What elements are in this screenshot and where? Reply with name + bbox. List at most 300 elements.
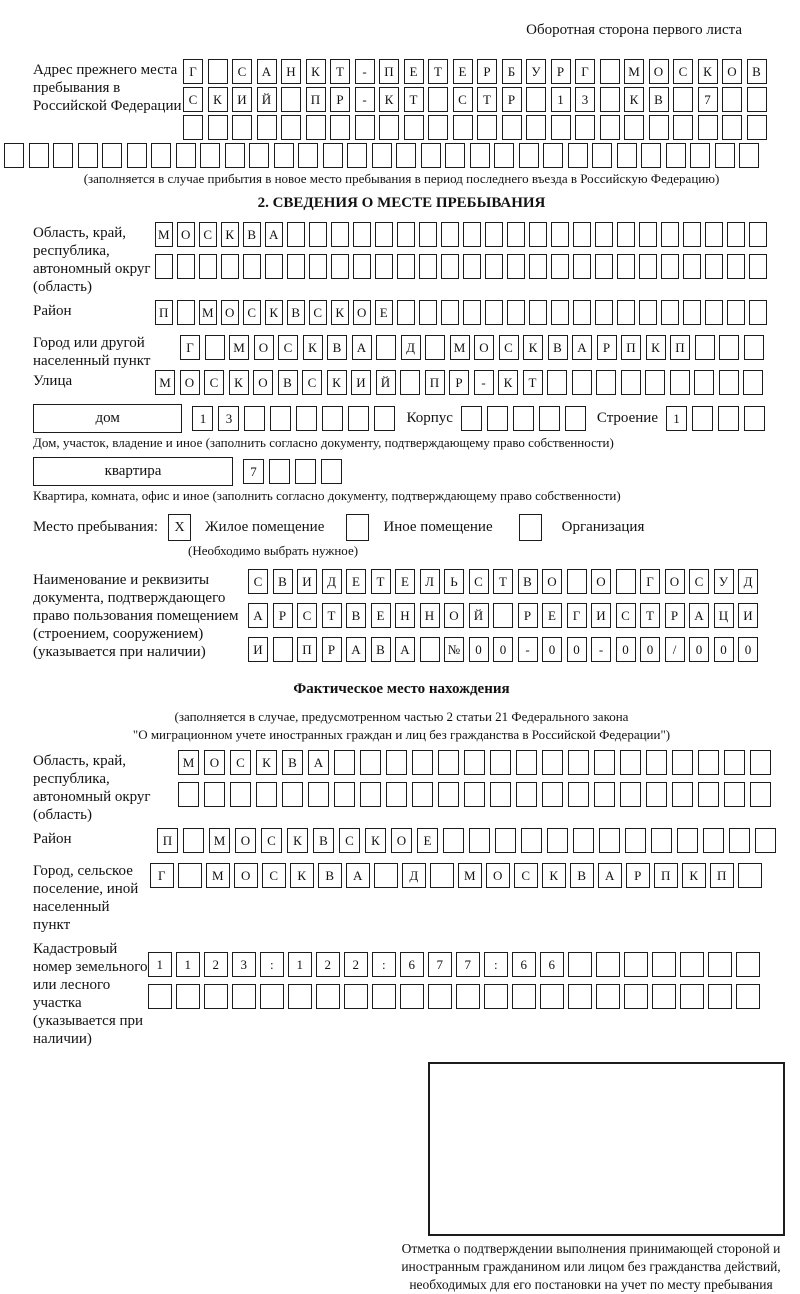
grid-cell[interactable]: А [257,59,277,84]
grid-cell[interactable]: 0 [738,637,758,662]
grid-cell[interactable]: С [199,222,217,247]
grid-cell[interactable]: К [265,300,283,325]
grid-cell[interactable] [353,222,371,247]
grid-cell[interactable] [316,984,340,1009]
grid-cell[interactable] [747,87,767,112]
grid-cell[interactable] [718,406,739,431]
grid-cell[interactable] [621,370,641,395]
grid-cell[interactable] [749,254,767,279]
grid-cell[interactable] [521,828,542,853]
grid-cell[interactable] [348,406,369,431]
grid-cell[interactable] [485,254,503,279]
grid-cell[interactable]: О [177,222,195,247]
grid-cell[interactable]: П [306,87,326,112]
grid-cell[interactable]: К [290,863,314,888]
grid-cell[interactable] [677,828,698,853]
grid-cell[interactable]: 3 [232,952,256,977]
grid-cell[interactable] [428,984,452,1009]
grid-cell[interactable]: В [570,863,594,888]
grid-cell[interactable] [257,115,277,140]
grid-cell[interactable] [652,984,676,1009]
grid-cell[interactable] [400,984,424,1009]
grid-cell[interactable]: И [351,370,371,395]
grid-cell[interactable] [646,782,667,807]
grid-cell[interactable]: К [646,335,666,360]
grid-cell[interactable] [420,637,440,662]
grid-cell[interactable]: К [542,863,566,888]
grid-cell[interactable] [708,984,732,1009]
grid-cell[interactable]: С [673,59,693,84]
grid-cell[interactable] [353,254,371,279]
grid-cell[interactable]: П [670,335,690,360]
grid-cell[interactable] [298,143,318,168]
grid-cell[interactable] [755,828,776,853]
grid-cell[interactable]: 0 [493,637,513,662]
grid-cell[interactable]: К [229,370,249,395]
grid-cell[interactable] [53,143,73,168]
grid-cell[interactable]: К [208,87,228,112]
grid-cell[interactable]: В [518,569,538,594]
grid-cell[interactable]: 1 [551,87,571,112]
grid-cell[interactable] [512,984,536,1009]
grid-cell[interactable]: А [248,603,268,628]
grid-cell[interactable]: О [180,370,200,395]
grid-cell[interactable]: С [232,59,252,84]
grid-cell[interactable] [487,406,508,431]
grid-cell[interactable]: Т [404,87,424,112]
grid-cell[interactable] [78,143,98,168]
grid-cell[interactable] [441,300,459,325]
grid-cell[interactable] [639,300,657,325]
grid-cell[interactable]: Д [401,335,421,360]
grid-cell[interactable] [397,254,415,279]
grid-cell[interactable] [595,254,613,279]
grid-cell[interactable] [256,782,277,807]
grid-cell[interactable] [412,782,433,807]
grid-cell[interactable]: О [234,863,258,888]
grid-cell[interactable] [744,406,765,431]
grid-cell[interactable]: О [204,750,225,775]
grid-cell[interactable] [694,370,714,395]
grid-cell[interactable]: 1 [666,406,687,431]
grid-cell[interactable] [502,115,522,140]
grid-cell[interactable]: С [616,603,636,628]
grid-cell[interactable]: Р [477,59,497,84]
grid-cell[interactable]: О [235,828,256,853]
grid-cell[interactable]: 1 [148,952,172,977]
grid-cell[interactable] [596,952,620,977]
grid-cell[interactable]: Е [404,59,424,84]
grid-cell[interactable]: 3 [218,406,239,431]
grid-cell[interactable] [260,984,284,1009]
grid-cell[interactable] [428,87,448,112]
grid-cell[interactable]: 6 [540,952,564,977]
grid-cell[interactable] [360,750,381,775]
grid-cell[interactable] [295,459,316,484]
grid-cell[interactable] [568,952,592,977]
grid-cell[interactable]: С [499,335,519,360]
grid-cell[interactable]: К [221,222,239,247]
checkbox-dwelling[interactable]: X [168,514,191,541]
grid-cell[interactable] [575,115,595,140]
grid-cell[interactable]: А [308,750,329,775]
grid-cell[interactable] [715,143,735,168]
grid-cell[interactable]: М [155,370,175,395]
grid-cell[interactable]: С [514,863,538,888]
grid-cell[interactable] [695,335,715,360]
grid-cell[interactable] [321,459,342,484]
grid-cell[interactable]: И [591,603,611,628]
grid-cell[interactable]: - [355,87,375,112]
grid-cell[interactable] [490,750,511,775]
grid-cell[interactable] [673,115,693,140]
grid-cell[interactable] [249,143,269,168]
grid-cell[interactable] [672,750,693,775]
grid-cell[interactable]: 7 [456,952,480,977]
grid-cell[interactable]: В [282,750,303,775]
grid-cell[interactable] [543,143,563,168]
grid-cell[interactable] [617,300,635,325]
grid-cell[interactable] [727,222,745,247]
grid-cell[interactable]: И [738,603,758,628]
grid-cell[interactable]: Т [428,59,448,84]
grid-cell[interactable]: К [624,87,644,112]
grid-cell[interactable] [661,254,679,279]
grid-cell[interactable] [372,143,392,168]
grid-cell[interactable] [419,254,437,279]
grid-cell[interactable] [323,143,343,168]
grid-cell[interactable]: К [682,863,706,888]
grid-cell[interactable] [507,254,525,279]
grid-cell[interactable]: М [199,300,217,325]
grid-cell[interactable] [404,115,424,140]
grid-cell[interactable]: П [155,300,173,325]
grid-cell[interactable]: : [372,952,396,977]
grid-cell[interactable] [477,115,497,140]
grid-cell[interactable] [322,406,343,431]
grid-cell[interactable]: 2 [344,952,368,977]
grid-cell[interactable]: Ь [444,569,464,594]
grid-cell[interactable]: Р [273,603,293,628]
grid-cell[interactable] [485,300,503,325]
grid-cell[interactable]: Л [420,569,440,594]
grid-cell[interactable]: М [229,335,249,360]
grid-cell[interactable] [204,782,225,807]
grid-cell[interactable] [540,984,564,1009]
grid-cell[interactable]: К [365,828,386,853]
grid-cell[interactable] [703,828,724,853]
grid-cell[interactable] [617,143,637,168]
grid-cell[interactable] [551,222,569,247]
grid-cell[interactable]: / [665,637,685,662]
grid-cell[interactable] [624,984,648,1009]
grid-cell[interactable]: Г [567,603,587,628]
grid-cell[interactable] [516,782,537,807]
grid-cell[interactable]: 6 [400,952,424,977]
grid-cell[interactable] [453,115,473,140]
grid-cell[interactable] [567,569,587,594]
grid-cell[interactable]: П [379,59,399,84]
grid-cell[interactable]: А [395,637,415,662]
grid-cell[interactable]: Е [542,603,562,628]
grid-cell[interactable]: В [318,863,342,888]
grid-cell[interactable] [649,115,669,140]
grid-cell[interactable]: Ц [714,603,734,628]
grid-cell[interactable]: Б [502,59,522,84]
grid-cell[interactable]: С [297,603,317,628]
grid-cell[interactable]: С [339,828,360,853]
grid-cell[interactable] [661,300,679,325]
grid-cell[interactable]: Е [453,59,473,84]
grid-cell[interactable] [287,254,305,279]
grid-cell[interactable] [386,750,407,775]
grid-cell[interactable]: : [484,952,508,977]
grid-cell[interactable] [698,750,719,775]
grid-cell[interactable]: М [209,828,230,853]
grid-cell[interactable] [265,254,283,279]
grid-cell[interactable] [208,115,228,140]
grid-cell[interactable]: В [371,637,391,662]
grid-cell[interactable]: В [313,828,334,853]
grid-cell[interactable] [419,300,437,325]
grid-cell[interactable] [507,222,525,247]
grid-cell[interactable] [177,300,195,325]
grid-cell[interactable] [661,222,679,247]
grid-cell[interactable]: Е [395,569,415,594]
grid-cell[interactable]: А [598,863,622,888]
grid-cell[interactable] [551,254,569,279]
grid-cell[interactable]: А [689,603,709,628]
grid-cell[interactable]: 2 [204,952,228,977]
grid-cell[interactable]: О [722,59,742,84]
grid-cell[interactable] [490,782,511,807]
grid-cell[interactable] [572,370,592,395]
grid-cell[interactable] [443,828,464,853]
grid-cell[interactable] [495,828,516,853]
grid-cell[interactable] [617,254,635,279]
grid-cell[interactable] [270,406,291,431]
grid-cell[interactable]: П [654,863,678,888]
grid-cell[interactable]: Т [523,370,543,395]
grid-cell[interactable]: С [262,863,286,888]
grid-cell[interactable]: Р [502,87,522,112]
grid-cell[interactable] [551,115,571,140]
grid-cell[interactable] [288,984,312,1009]
grid-cell[interactable] [547,370,567,395]
grid-cell[interactable] [698,782,719,807]
grid-cell[interactable]: С [302,370,322,395]
grid-cell[interactable] [232,984,256,1009]
grid-cell[interactable] [438,750,459,775]
grid-cell[interactable] [573,222,591,247]
grid-cell[interactable]: Р [665,603,685,628]
grid-cell[interactable] [428,115,448,140]
grid-cell[interactable] [484,984,508,1009]
grid-cell[interactable]: П [710,863,734,888]
grid-cell[interactable] [673,87,693,112]
grid-cell[interactable]: П [297,637,317,662]
grid-cell[interactable] [708,952,732,977]
grid-cell[interactable]: Т [477,87,497,112]
grid-cell[interactable] [722,115,742,140]
grid-cell[interactable] [102,143,122,168]
grid-cell[interactable] [568,984,592,1009]
grid-cell[interactable] [568,750,589,775]
grid-cell[interactable] [230,782,251,807]
grid-cell[interactable] [683,300,701,325]
grid-cell[interactable]: К [306,59,326,84]
grid-cell[interactable] [199,254,217,279]
grid-cell[interactable]: С [230,750,251,775]
grid-cell[interactable]: О [353,300,371,325]
grid-cell[interactable]: О [649,59,669,84]
grid-cell[interactable] [243,254,261,279]
grid-cell[interactable]: 0 [640,637,660,662]
grid-cell[interactable] [529,300,547,325]
grid-cell[interactable] [670,370,690,395]
grid-cell[interactable]: О [444,603,464,628]
grid-cell[interactable] [724,750,745,775]
grid-cell[interactable]: 0 [616,637,636,662]
grid-cell[interactable]: 1 [176,952,200,977]
grid-cell[interactable] [151,143,171,168]
grid-cell[interactable] [616,569,636,594]
grid-cell[interactable]: Г [180,335,200,360]
grid-cell[interactable]: Р [322,637,342,662]
grid-cell[interactable] [376,335,396,360]
grid-cell[interactable]: П [157,828,178,853]
grid-cell[interactable] [461,406,482,431]
grid-cell[interactable]: К [698,59,718,84]
grid-cell[interactable] [722,87,742,112]
grid-cell[interactable]: 0 [567,637,587,662]
grid-cell[interactable] [529,254,547,279]
grid-cell[interactable]: Е [346,569,366,594]
grid-cell[interactable] [330,115,350,140]
grid-cell[interactable]: 1 [288,952,312,977]
grid-cell[interactable] [744,335,764,360]
grid-cell[interactable]: - [591,637,611,662]
grid-cell[interactable] [308,782,329,807]
grid-cell[interactable] [334,750,355,775]
grid-cell[interactable] [463,222,481,247]
grid-cell[interactable] [360,782,381,807]
grid-cell[interactable]: 0 [542,637,562,662]
grid-cell[interactable]: Р [449,370,469,395]
grid-cell[interactable]: М [624,59,644,84]
grid-cell[interactable] [639,222,657,247]
grid-cell[interactable]: С [309,300,327,325]
grid-cell[interactable] [739,143,759,168]
grid-cell[interactable] [529,222,547,247]
grid-cell[interactable]: А [265,222,283,247]
grid-cell[interactable]: О [542,569,562,594]
grid-cell[interactable] [347,143,367,168]
grid-cell[interactable] [683,254,701,279]
grid-cell[interactable]: И [248,637,268,662]
grid-cell[interactable] [205,335,225,360]
grid-cell[interactable] [208,59,228,84]
grid-cell[interactable] [296,406,317,431]
grid-cell[interactable] [485,222,503,247]
checkbox-organization[interactable] [519,514,542,541]
grid-cell[interactable] [639,254,657,279]
grid-cell[interactable] [516,750,537,775]
grid-cell[interactable]: В [327,335,347,360]
grid-cell[interactable]: Р [551,59,571,84]
grid-cell[interactable] [464,782,485,807]
grid-cell[interactable] [727,254,745,279]
grid-cell[interactable] [652,952,676,977]
grid-cell[interactable]: Р [597,335,617,360]
grid-cell[interactable]: П [621,335,641,360]
grid-cell[interactable]: 7 [243,459,264,484]
grid-cell[interactable]: О [253,370,273,395]
grid-cell[interactable]: О [486,863,510,888]
grid-cell[interactable]: 3 [575,87,595,112]
grid-cell[interactable] [724,782,745,807]
grid-cell[interactable] [519,143,539,168]
grid-cell[interactable] [680,984,704,1009]
grid-cell[interactable] [183,115,203,140]
grid-cell[interactable] [282,782,303,807]
grid-cell[interactable] [419,222,437,247]
grid-cell[interactable] [565,406,586,431]
grid-cell[interactable] [573,828,594,853]
grid-cell[interactable] [729,828,750,853]
grid-cell[interactable] [592,143,612,168]
grid-cell[interactable]: 1 [192,406,213,431]
grid-cell[interactable]: Е [371,603,391,628]
grid-cell[interactable]: 0 [469,637,489,662]
grid-cell[interactable] [624,115,644,140]
grid-cell[interactable]: С [204,370,224,395]
grid-cell[interactable] [738,863,762,888]
grid-cell[interactable] [507,300,525,325]
grid-cell[interactable]: Т [371,569,391,594]
grid-cell[interactable] [375,222,393,247]
grid-cell[interactable]: 7 [428,952,452,977]
grid-cell[interactable] [596,984,620,1009]
grid-cell[interactable] [456,984,480,1009]
grid-cell[interactable] [750,750,771,775]
grid-cell[interactable]: Й [376,370,396,395]
grid-cell[interactable] [244,406,265,431]
grid-cell[interactable] [281,87,301,112]
grid-cell[interactable] [470,143,490,168]
grid-cell[interactable]: Н [395,603,415,628]
grid-cell[interactable]: М [450,335,470,360]
grid-cell[interactable] [705,222,723,247]
grid-cell[interactable] [542,782,563,807]
grid-cell[interactable] [526,87,546,112]
grid-cell[interactable] [705,300,723,325]
grid-cell[interactable] [526,115,546,140]
grid-cell[interactable]: Г [640,569,660,594]
grid-cell[interactable] [750,782,771,807]
grid-cell[interactable] [397,222,415,247]
grid-cell[interactable] [200,143,220,168]
grid-cell[interactable] [594,750,615,775]
grid-cell[interactable]: К [256,750,277,775]
grid-cell[interactable] [430,863,454,888]
grid-cell[interactable]: В [243,222,261,247]
grid-cell[interactable]: Г [183,59,203,84]
grid-cell[interactable] [445,143,465,168]
grid-cell[interactable] [651,828,672,853]
grid-cell[interactable] [306,115,326,140]
grid-cell[interactable]: О [474,335,494,360]
